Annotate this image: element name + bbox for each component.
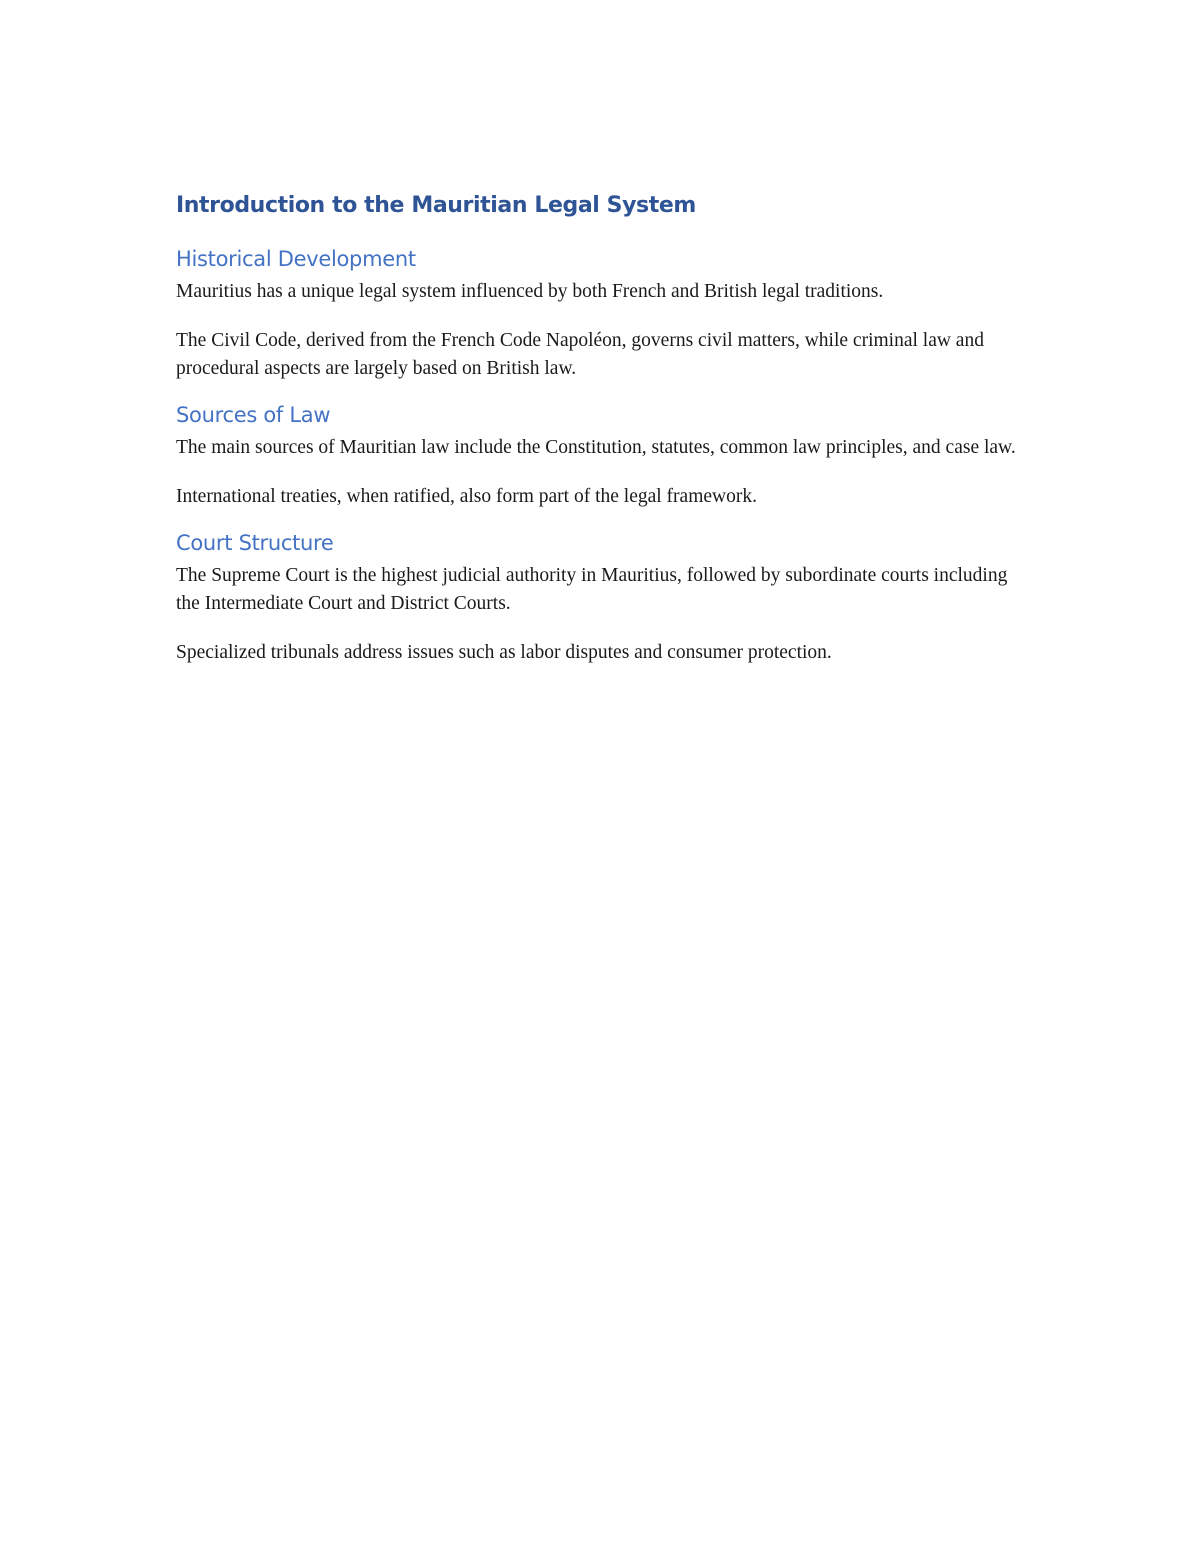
- document-title: Introduction to the Mauritian Legal System: [176, 193, 696, 218]
- paragraph: International treaties, when ratified, also form part of the legal framework.: [176, 486, 757, 507]
- section-heading: Court Structure: [176, 531, 334, 555]
- document-body: [176, 190, 1036, 684]
- paragraph: The Civil Code, derived from the French Code Napoléon, governs civil matters, while criminal law and procedural aspects are largely based on British law.: [176, 330, 984, 379]
- paragraph: The main sources of Mauritian law include the Constitution, statutes, common law principles, and case law.: [176, 437, 1016, 458]
- section-sources-of-law: [176, 400, 1036, 511]
- section-court-structure: [176, 528, 1036, 667]
- section-heading: Historical Development: [176, 247, 416, 271]
- section-heading: Sources of Law: [176, 403, 331, 427]
- paragraph: Mauritius has a unique legal system influenced by both French and British legal traditions.: [176, 281, 884, 302]
- section-historical-development: [176, 244, 1036, 383]
- paragraph: Specialized tribunals address issues such as labor disputes and consumer protection.: [176, 642, 832, 663]
- paragraph: The Supreme Court is the highest judicial authority in Mauritius, followed by subordinate courts including the Intermediate Court and District Courts.: [176, 565, 1008, 614]
